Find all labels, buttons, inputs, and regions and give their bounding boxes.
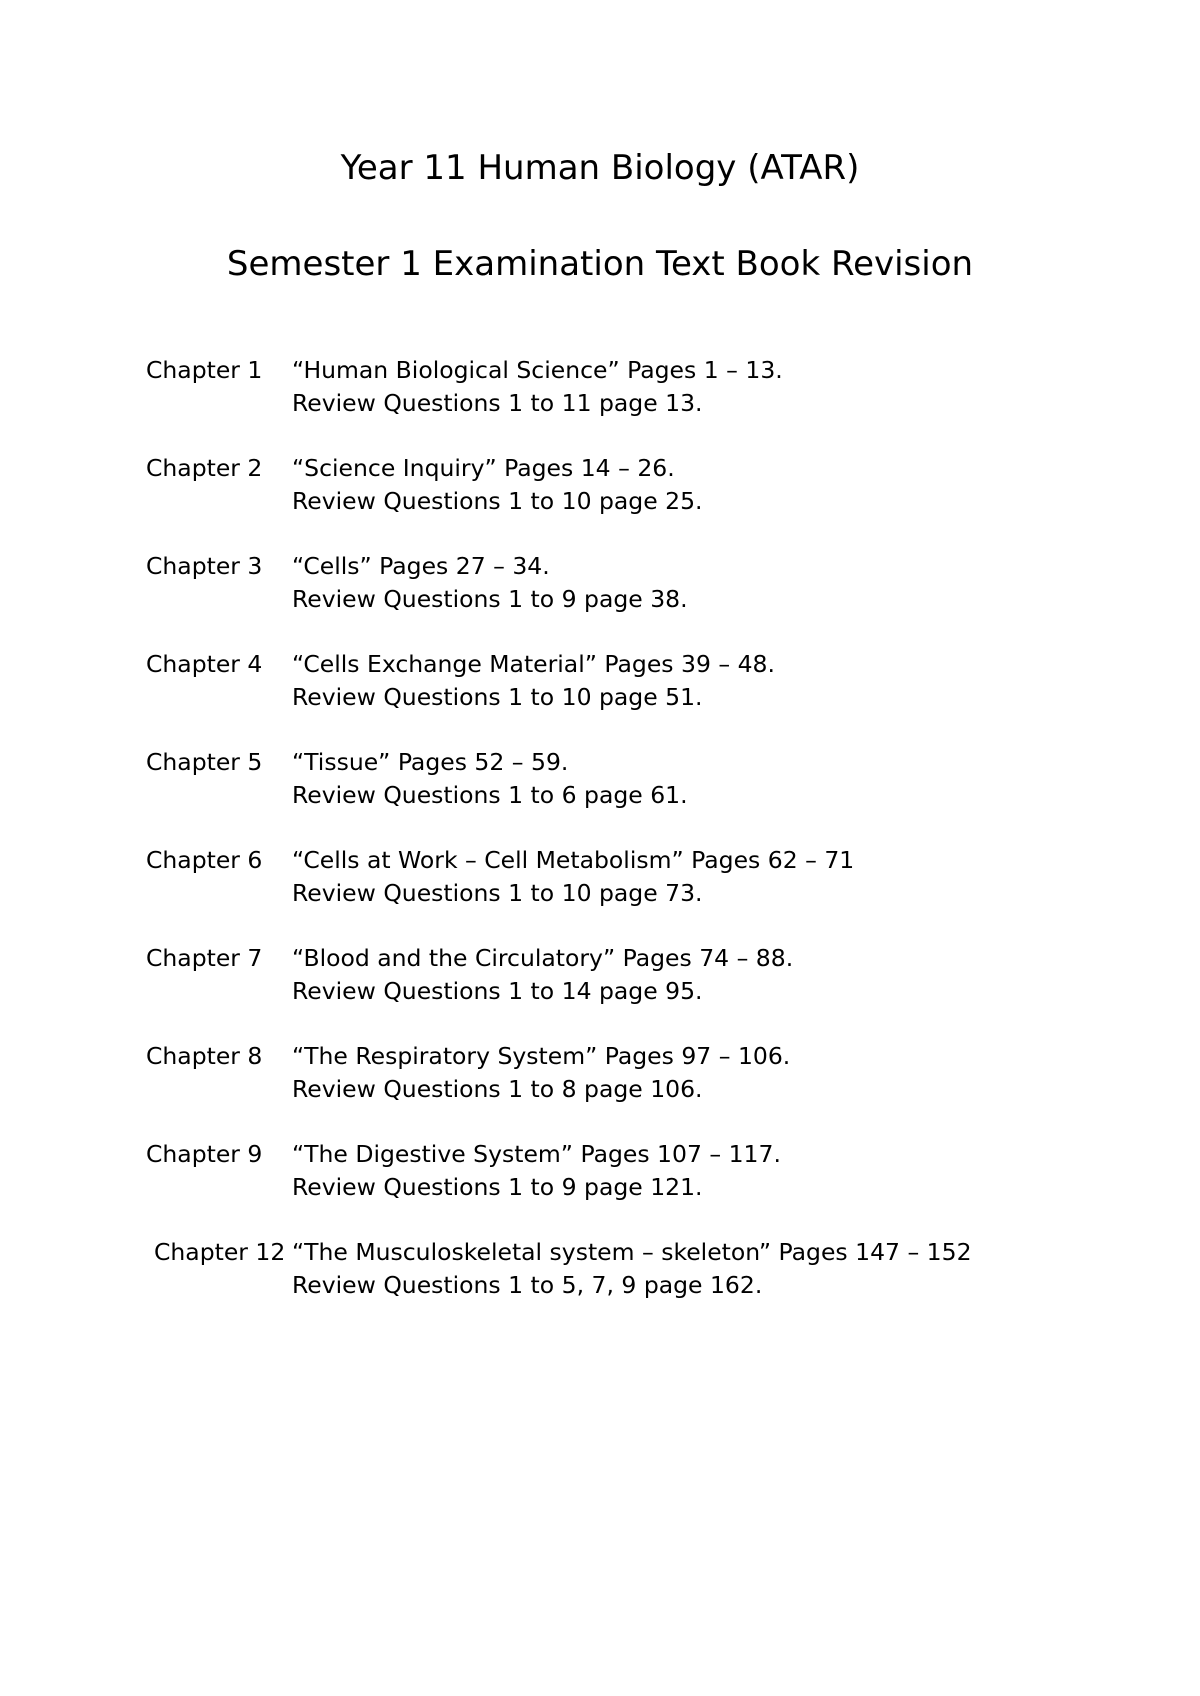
chapter-entry xyxy=(146,550,1086,648)
chapter-topic-pages: “Cells Exchange Material” Pages 39 – 48. xyxy=(292,650,775,678)
chapter-label: Chapter 12 xyxy=(154,1238,286,1266)
chapter-label: Chapter 5 xyxy=(146,748,263,776)
chapter-entry xyxy=(146,648,1086,746)
chapter-entry xyxy=(146,1138,1086,1236)
document-title: Year 11 Human Biology (ATAR) xyxy=(340,148,860,188)
chapter-topic-pages: “Tissue” Pages 52 – 59. xyxy=(292,748,569,776)
chapter-label: Chapter 4 xyxy=(146,650,263,678)
chapter-topic-pages: “The Musculoskeletal system – skeleton” Pages 147 – 152 xyxy=(292,1238,972,1266)
chapter-topic-pages: “The Digestive System” Pages 107 – 117. xyxy=(292,1140,781,1168)
chapter-review-questions: Review Questions 1 to 9 page 38. xyxy=(292,585,688,613)
chapter-label: Chapter 6 xyxy=(146,846,263,874)
chapter-label: Chapter 1 xyxy=(146,356,263,384)
chapter-topic-pages: “Human Biological Science” Pages 1 – 13. xyxy=(292,356,783,384)
chapter-entry xyxy=(146,746,1086,844)
chapter-entry xyxy=(146,1040,1086,1138)
chapter-list xyxy=(146,354,1086,1334)
chapter-label: Chapter 3 xyxy=(146,552,263,580)
chapter-label: Chapter 2 xyxy=(146,454,263,482)
chapter-review-questions: Review Questions 1 to 6 page 61. xyxy=(292,781,688,809)
chapter-review-questions: Review Questions 1 to 14 page 95. xyxy=(292,977,703,1005)
chapter-label: Chapter 9 xyxy=(146,1140,263,1168)
chapter-review-questions: Review Questions 1 to 5, 7, 9 page 162. xyxy=(292,1271,763,1299)
chapter-review-questions: Review Questions 1 to 9 page 121. xyxy=(292,1173,703,1201)
chapter-topic-pages: “Cells at Work – Cell Metabolism” Pages 62 – 71 xyxy=(292,846,855,874)
chapter-review-questions: Review Questions 1 to 11 page 13. xyxy=(292,389,703,417)
chapter-topic-pages: “Science Inquiry” Pages 14 – 26. xyxy=(292,454,675,482)
chapter-entry xyxy=(146,844,1086,942)
chapter-entry xyxy=(146,354,1086,452)
chapter-review-questions: Review Questions 1 to 10 page 51. xyxy=(292,683,703,711)
chapter-topic-pages: “The Respiratory System” Pages 97 – 106. xyxy=(292,1042,791,1070)
chapter-review-questions: Review Questions 1 to 10 page 25. xyxy=(292,487,703,515)
document-subtitle: Semester 1 Examination Text Book Revision xyxy=(226,244,974,284)
chapter-entry xyxy=(146,1236,1086,1334)
chapter-entry xyxy=(146,452,1086,550)
chapter-label: Chapter 7 xyxy=(146,944,263,972)
chapter-topic-pages: “Cells” Pages 27 – 34. xyxy=(292,552,550,580)
chapter-entry xyxy=(146,942,1086,1040)
chapter-label: Chapter 8 xyxy=(146,1042,263,1070)
chapter-review-questions: Review Questions 1 to 8 page 106. xyxy=(292,1075,703,1103)
chapter-topic-pages: “Blood and the Circulatory” Pages 74 – 88. xyxy=(292,944,794,972)
chapter-review-questions: Review Questions 1 to 10 page 73. xyxy=(292,879,703,907)
